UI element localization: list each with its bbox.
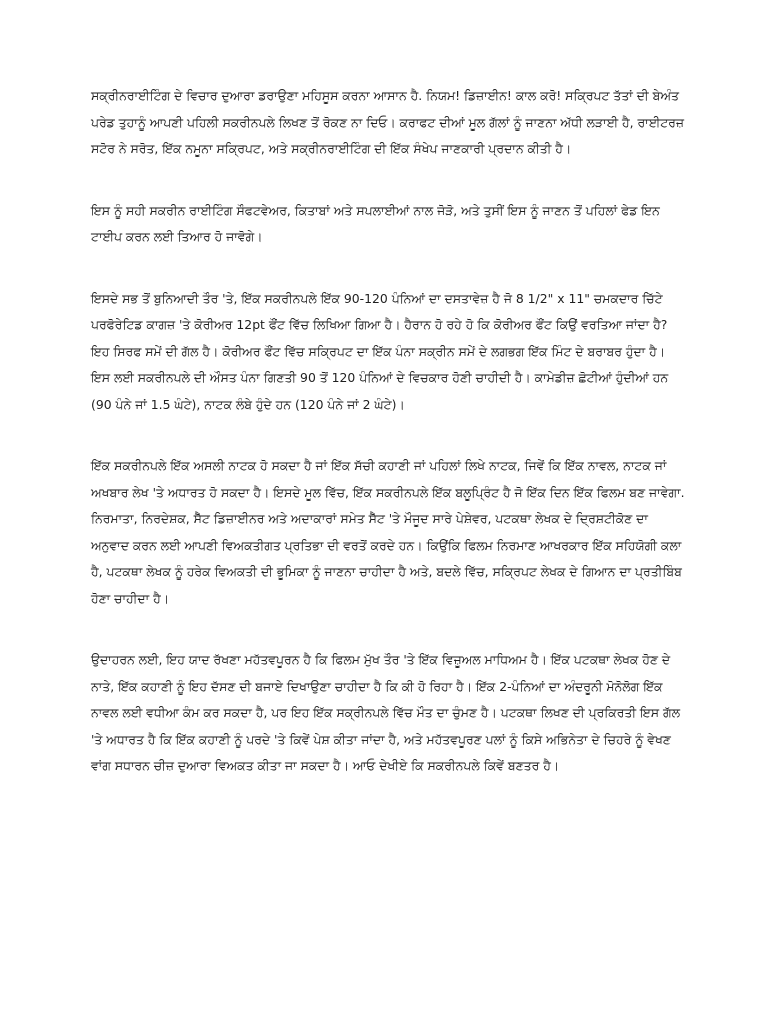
paragraph-2: ਇਸ ਨੂੰ ਸਹੀ ਸਕਰੀਨ ਰਾਈਟਿੰਗ ਸੌਫਟਵੇਅਰ, ਕਿਤਾਬਾਂ ਅਤੇ ਸਪਲਾਈਆਂ ਨਾਲ ਜੋੜੋ, ਅਤੇ ਤੁਸੀਂ ਇਸ ਨੂੰ ਜਾਣਨ ਤੋਂ ਪਹਿਲਾਂ ਫੇਡ ਇਨ ਟਾਈਪ ਕਰਨ ਲਈ ਤਿਆਰ ਹੋ ਜਾਵੋਗੇ। [91, 202, 660, 244]
paragraph-3: ਇਸਦੇ ਸਭ ਤੋਂ ਬੁਨਿਆਦੀ ਤੌਰ 'ਤੇ, ਇੱਕ ਸਕਰੀਨਪਲੇ ਇੱਕ 90-120 ਪੰਨਿਆਂ ਦਾ ਦਸਤਾਵੇਜ਼ ਹੈ ਜੋ 8 1/2" x 11" ਚਮਕਦਾਰ ਚਿੱਟੇ ਪਰਫੋਰੇਟਿਡ ਕਾਗਜ਼ 'ਤੇ ਕੋਰੀਅਰ 12pt ਫੌਂਟ ਵਿੱਚ ਲਿਖਿਆ ਗਿਆ ਹੈ। ਹੈਰਾਨ ਹੋ ਰਹੇ ਹੋ ਕਿ ਕੋਰੀਅਰ ਫੌਂਟ ਕਿਉਂ ਵਰਤਿਆ ਜਾਂਦਾ ਹੈ? ਇਹ ਸਿਰਫ ਸਮੇਂ ਦੀ ਗੱਲ ਹੈ। ਕੋਰੀਅਰ ਫੌਂਟ ਵਿੱਚ ਸਕ੍ਰਿਪਟ ਦਾ ਇੱਕ ਪੰਨਾ ਸਕ੍ਰੀਨ ਸਮੇਂ ਦੇ ਲਗਭਗ ਇੱਕ ਮਿੰਟ ਦੇ ਬਰਾਬਰ ਹੁੰਦਾ ਹੈ। ਇਸ ਲਈ ਸਕਰੀਨਪਲੇ ਦੀ ਔਸਤ ਪੰਨਾ ਗਿਣਤੀ 90 ਤੋਂ 120 ਪੰਨਿਆਂ ਦੇ ਵਿਚਕਾਰ ਹੋਣੀ ਚਾਹੀਦੀ ਹੈ। ਕਾਮੇਡੀਜ਼ ਛੋਟੀਆਂ ਹੁੰਦੀਆਂ ਹਨ (90 ਪੰਨੇ ਜਾਂ 1.5 ਘੰਟੇ), ਨਾਟਕ ਲੰਬੇ ਹੁੰਦੇ ਹਨ (120 ਪੰਨੇ ਜਾਂ 2 ਘੰਟੇ)। [91, 290, 669, 412]
paragraph-1: ਸਕ੍ਰੀਨਰਾਈਟਿੰਗ ਦੇ ਵਿਚਾਰ ਦੁਆਰਾ ਡਰਾਉਣਾ ਮਹਿਸੂਸ ਕਰਨਾ ਆਸਾਨ ਹੈ. ਨਿਯਮ! ਡਿਜ਼ਾਈਨ! ਕਾਲ ਕਰੋ! ਸਕ੍ਰਿਪਟ ਤੱਤਾਂ ਦੀ ਬੇਅੰਤ ਪਰੇਡ ਤੁਹਾਨੂੰ ਆਪਣੀ ਪਹਿਲੀ ਸਕਰੀਨਪਲੇ ਲਿਖਣ ਤੋਂ ਰੋਕਣ ਨਾ ਦਿਓ। ਕਰਾਫਟ ਦੀਆਂ ਮੂਲ ਗੱਲਾਂ ਨੂੰ ਜਾਣਨਾ ਅੱਧੀ ਲੜਾਈ ਹੈ, ਰਾਈਟਰਜ਼ ਸਟੋਰ ਨੇ ਸਰੋਤ, ਇੱਕ ਨਮੂਨਾ ਸਕ੍ਰਿਪਟ, ਅਤੇ ਸਕ੍ਰੀਨਰਾਈਟਿੰਗ ਦੀ ਇੱਕ ਸੰਖੇਪ ਜਾਣਕਾਰੀ ਪ੍ਰਦਾਨ ਕੀਤੀ ਹੈ। [91, 88, 684, 156]
paragraph-4: ਇੱਕ ਸਕਰੀਨਪਲੇ ਇੱਕ ਅਸਲੀ ਨਾਟਕ ਹੋ ਸਕਦਾ ਹੈ ਜਾਂ ਇੱਕ ਸੱਚੀ ਕਹਾਣੀ ਜਾਂ ਪਹਿਲਾਂ ਲਿਖੇ ਨਾਟਕ, ਜਿਵੇਂ ਕਿ ਇੱਕ ਨਾਵਲ, ਨਾਟਕ ਜਾਂ ਅਖਬਾਰ ਲੇਖ 'ਤੇ ਅਧਾਰਤ ਹੋ ਸਕਦਾ ਹੈ। ਇਸਦੇ ਮੂਲ ਵਿੱਚ, ਇੱਕ ਸਕਰੀਨਪਲੇ ਇੱਕ ਬਲੂਪ੍ਰਿੰਟ ਹੈ ਜੋ ਇੱਕ ਦਿਨ ਇੱਕ ਫਿਲਮ ਬਣ ਜਾਵੇਗਾ. ਨਿਰਮਾਤਾ, ਨਿਰਦੇਸ਼ਕ, ਸੈੱਟ ਡਿਜ਼ਾਈਨਰ ਅਤੇ ਅਦਾਕਾਰਾਂ ਸਮੇਤ ਸੈੱਟ 'ਤੇ ਮੌਜੂਦ ਸਾਰੇ ਪੇਸ਼ੇਵਰ, ਪਟਕਥਾ ਲੇਖਕ ਦੇ ਦ੍ਰਿਸ਼ਟੀਕੋਣ ਦਾ ਅਨੁਵਾਦ ਕਰਨ ਲਈ ਆਪਣੀ ਵਿਅਕਤੀਗਤ ਪ੍ਰਤਿਭਾ ਦੀ ਵਰਤੋਂ ਕਰਦੇ ਹਨ। ਕਿਉਂਕਿ ਫਿਲਮ ਨਿਰਮਾਣ ਆਖਰਕਾਰ ਇੱਕ ਸਹਿਯੋਗੀ ਕਲਾ ਹੈ, ਪਟਕਥਾ ਲੇਖਕ ਨੂੰ ਹਰੇਕ ਵਿਅਕਤੀ ਦੀ ਭੂਮਿਕਾ ਨੂੰ ਜਾਣਨਾ ਚਾਹੀਦਾ ਹੈ ਅਤੇ, ਬਦਲੇ ਵਿੱਚ, ਸਕ੍ਰਿਪਟ ਲੇਖਕ ਦੇ ਗਿਆਨ ਦਾ ਪ੍ਰਤੀਬਿੰਬ ਹੋਣਾ ਚਾਹੀਦਾ ਹੈ। [91, 458, 685, 606]
paragraph-5: ਉਦਾਹਰਨ ਲਈ, ਇਹ ਯਾਦ ਰੱਖਣਾ ਮਹੱਤਵਪੂਰਨ ਹੈ ਕਿ ਫਿਲਮ ਮੁੱਖ ਤੌਰ 'ਤੇ ਇੱਕ ਵਿਜ਼ੂਅਲ ਮਾਧਿਅਮ ਹੈ। ਇੱਕ ਪਟਕਥਾ ਲੇਖਕ ਹੋਣ ਦੇ ਨਾਤੇ, ਇੱਕ ਕਹਾਣੀ ਨੂੰ ਇਹ ਦੱਸਣ ਦੀ ਬਜਾਏ ਦਿਖਾਉਣਾ ਚਾਹੀਦਾ ਹੈ ਕਿ ਕੀ ਹੋ ਰਿਹਾ ਹੈ। ਇੱਕ 2-ਪੰਨਿਆਂ ਦਾ ਅੰਦਰੂਨੀ ਮੋਨੋਲੋਗ ਇੱਕ ਨਾਵਲ ਲਈ ਵਧੀਆ ਕੰਮ ਕਰ ਸਕਦਾ ਹੈ, ਪਰ ਇਹ ਇੱਕ ਸਕ੍ਰੀਨਪਲੇ ਵਿੱਚ ਮੌਤ ਦਾ ਚੁੰਮਣ ਹੈ। ਪਟਕਥਾ ਲਿਖਣ ਦੀ ਪ੍ਰਕਿਰਤੀ ਇਸ ਗੱਲ 'ਤੇ ਅਧਾਰਤ ਹੈ ਕਿ ਇੱਕ ਕਹਾਣੀ ਨੂੰ ਪਰਦੇ 'ਤੇ ਕਿਵੇਂ ਪੇਸ਼ ਕੀਤਾ ਜਾਂਦਾ ਹੈ, ਅਤੇ ਮਹੱਤਵਪੂਰਣ ਪਲਾਂ ਨੂੰ ਕਿਸੇ ਅਭਿਨੇਤਾ ਦੇ ਚਿਹਰੇ ਨੂੰ ਵੇਖਣ ਵਾਂਗ ਸਧਾਰਨ ਚੀਜ਼ ਦੁਆਰਾ ਵਿਅਕਤ ਕੀਤਾ ਜਾ ਸਕਦਾ ਹੈ। ਆਓ ਦੇਖੀਏ ਕਿ ਸਕਰੀਨਪਲੇ ਕਿਵੇਂ ਬਣਤਰ ਹੈ। [91, 652, 680, 773]
